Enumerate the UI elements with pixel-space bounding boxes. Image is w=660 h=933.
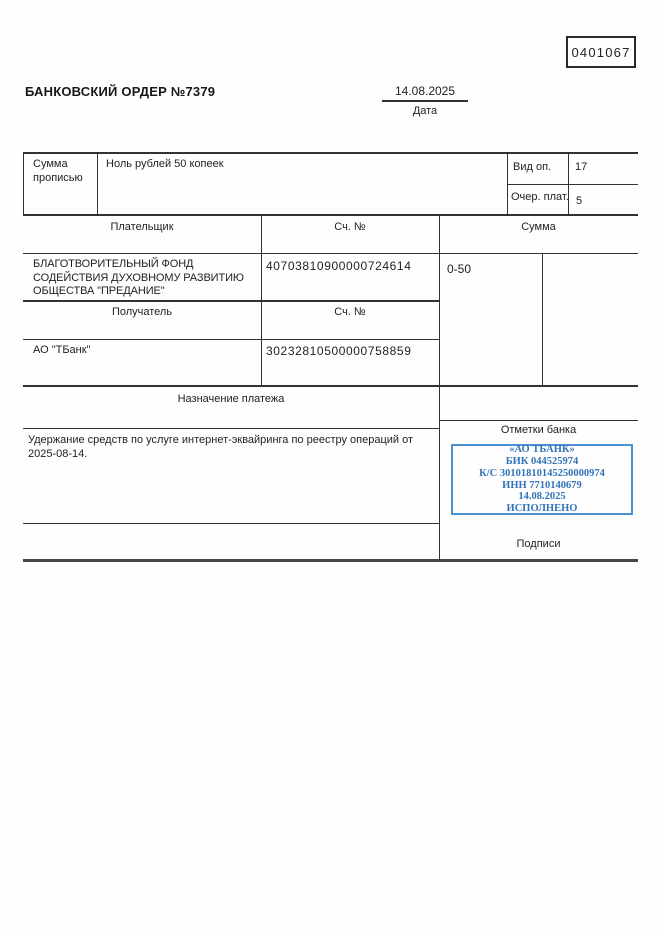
payer-column-header: Плательщик bbox=[110, 221, 174, 233]
stamp-status: ИСПОЛНЕНО bbox=[506, 503, 578, 515]
op-type-value-divider bbox=[568, 152, 569, 214]
amount-value: 0-50 bbox=[447, 262, 472, 276]
stamp-inn: ИНН 7710140679 bbox=[502, 479, 582, 491]
payee-account-number: 30232810500000758859 bbox=[266, 344, 412, 358]
purpose-header: Назначение платежа bbox=[177, 393, 285, 405]
op-type-label: Вид оп. bbox=[513, 161, 552, 173]
row1-bottom-border bbox=[23, 214, 638, 216]
purpose-text: Удержание средств по услуге интернет-эквайринга по реестру операций от 2025-08-14. bbox=[28, 434, 414, 460]
payee-account-column-header: Сч. № bbox=[334, 306, 366, 318]
payer-name: БЛАГОТВОРИТЕЛЬНЫЙ ФОНД СОДЕЙСТВИЯ ДУХОВНОМУ РАЗВИТИЮ ОБЩЕСТВА "ПРЕДАНИЕ" bbox=[33, 258, 244, 297]
date-label: Дата bbox=[412, 105, 438, 117]
op-type-divider-line bbox=[507, 184, 638, 185]
purpose-bottom-border bbox=[23, 523, 439, 524]
bank-marks-top-border bbox=[439, 420, 638, 421]
form-code-box bbox=[566, 36, 636, 68]
amount-words-label: Сумма прописью bbox=[33, 158, 83, 184]
row1-left-border bbox=[23, 152, 24, 214]
signatures-label: Подписи bbox=[516, 538, 561, 550]
priority-label: Очер. плат. bbox=[511, 191, 569, 203]
payee-row-bottom-border bbox=[23, 385, 638, 387]
table-bottom-border bbox=[23, 559, 638, 562]
date-value: 14.08.2025 bbox=[394, 84, 456, 98]
amount-column-header: Сумма bbox=[521, 221, 556, 233]
payer-account-number: 40703810900000724614 bbox=[266, 259, 412, 273]
bank-stamp bbox=[451, 444, 633, 515]
stamp-bank-name: «АО ТБАНК» bbox=[509, 444, 575, 456]
payee-column-header: Получатель bbox=[111, 306, 173, 318]
table-top-border bbox=[23, 152, 638, 154]
payee-name: АО "ТБанк" bbox=[33, 344, 91, 356]
form-code-value: 0401067 bbox=[571, 44, 631, 60]
payer-account-divider bbox=[261, 214, 262, 385]
date-underline bbox=[382, 100, 468, 102]
op-type-left-border bbox=[507, 152, 508, 214]
stamp-bik: БИК 044525974 bbox=[505, 455, 579, 467]
payee-header-bottom-border bbox=[23, 339, 439, 340]
payer-row-bottom-border bbox=[23, 300, 439, 302]
op-type-value: 17 bbox=[575, 161, 588, 173]
amount-words-value: Ноль рублей 50 копеек bbox=[106, 158, 224, 170]
priority-value: 5 bbox=[576, 195, 583, 207]
stamp-corr-account: К/С 30101810145250000974 bbox=[479, 467, 605, 479]
bank-marks-header: Отметки банка bbox=[500, 424, 577, 436]
purpose-header-bottom-border bbox=[23, 428, 439, 429]
payer-account-column-header: Сч. № bbox=[334, 221, 366, 233]
amount-subcolumn-divider bbox=[542, 253, 543, 385]
header-row-bottom-border bbox=[23, 253, 638, 254]
document-title: БАНКОВСКИЙ ОРДЕР №7379 bbox=[25, 84, 216, 99]
amount-words-divider bbox=[97, 152, 98, 214]
stamp-date: 14.08.2025 bbox=[518, 491, 566, 503]
amount-column-divider bbox=[439, 214, 440, 560]
